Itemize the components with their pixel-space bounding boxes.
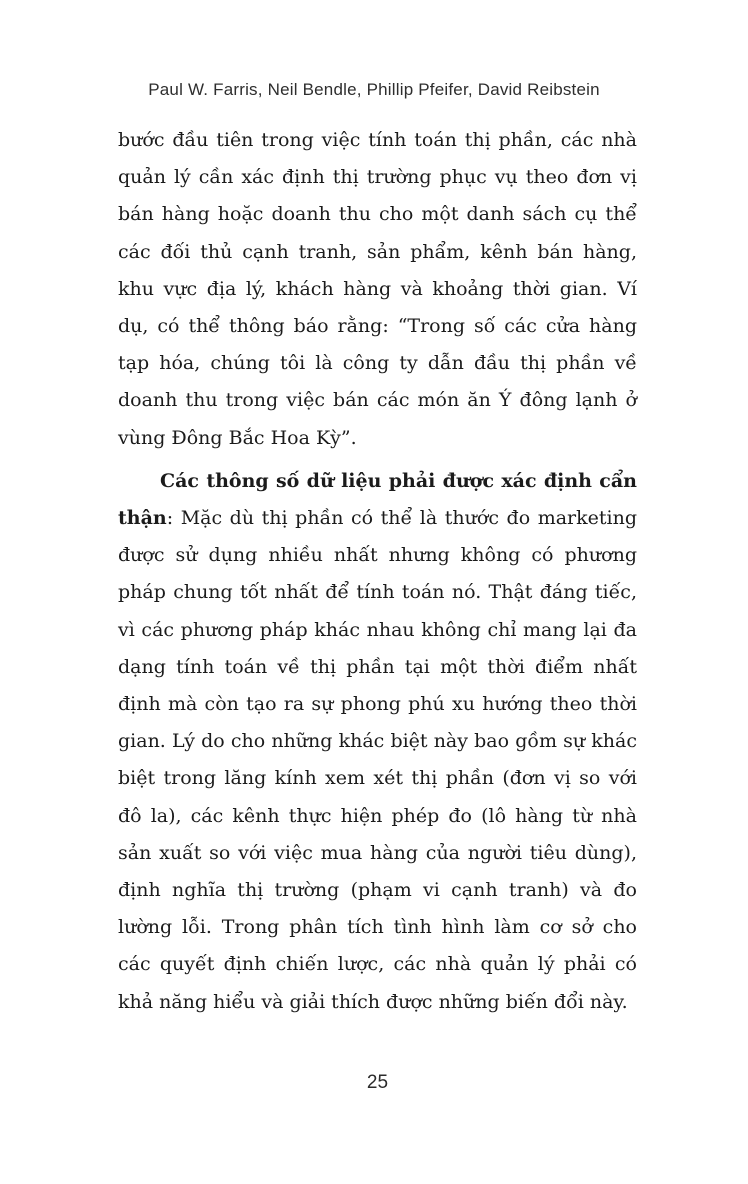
paragraph-2-bold-lead: Các thông số dữ liệu phải được xác định cẩn thận xyxy=(118,469,637,530)
body-text xyxy=(118,122,637,1021)
paragraph-1-text: bước đầu tiên trong việc tính toán thị phần, các nhà quản lý cần xác định thị trường phục vụ theo đơn vị bán hàng hoặc doanh thu cho một danh sách cụ thể các đối thủ cạnh tranh, sản phẩm, kênh bán hàng, khu vực địa lý, khách hàng và khoảng thời gian. Ví dụ, có thể thông báo rằng: “Trong số các cửa hàng tạp hóa, chúng tôi là công ty dẫn đầu thị phần về doanh thu trong việc bán các món ăn Ý đông lạnh ở vùng Đông Bắc Hoa Kỳ”. xyxy=(118,129,637,449)
paragraph-2-rest: : Mặc dù thị phần có thể là thước đo marketing được sử dụng nhiều nhất nhưng không có phương pháp chung tốt nhất để tính toán nó. Thật đáng tiếc, vì các phương pháp khác nhau không chỉ mang lại đa dạng tính toán về thị phần tại một thời điểm nhất định mà còn tạo ra sự phong phú xu hướng theo thời gian. Lý do cho những khác biệt này bao gồm sự khác biệt trong lăng kính xem xét thị phần (đơn vị so với đô la), các kênh thực hiện phép đo (lô hàng từ nhà sản xuất so với việc mua hàng của người tiêu dùng), định nghĩa thị trường (phạm vi cạnh tranh) và đo lường lỗi. Trong phân tích tình hình làm cơ sở cho các quyết định chiến lược, các nhà quản lý phải có khả năng hiểu và giải thích được những biến đổi này. xyxy=(118,507,637,1013)
author-header: Paul W. Farris, Neil Bendle, Phillip Pfeifer, David Reibstein xyxy=(148,80,600,99)
page-number: 25 xyxy=(366,1072,389,1093)
paragraph-1 xyxy=(118,122,637,457)
paragraph-2 xyxy=(118,463,637,1021)
